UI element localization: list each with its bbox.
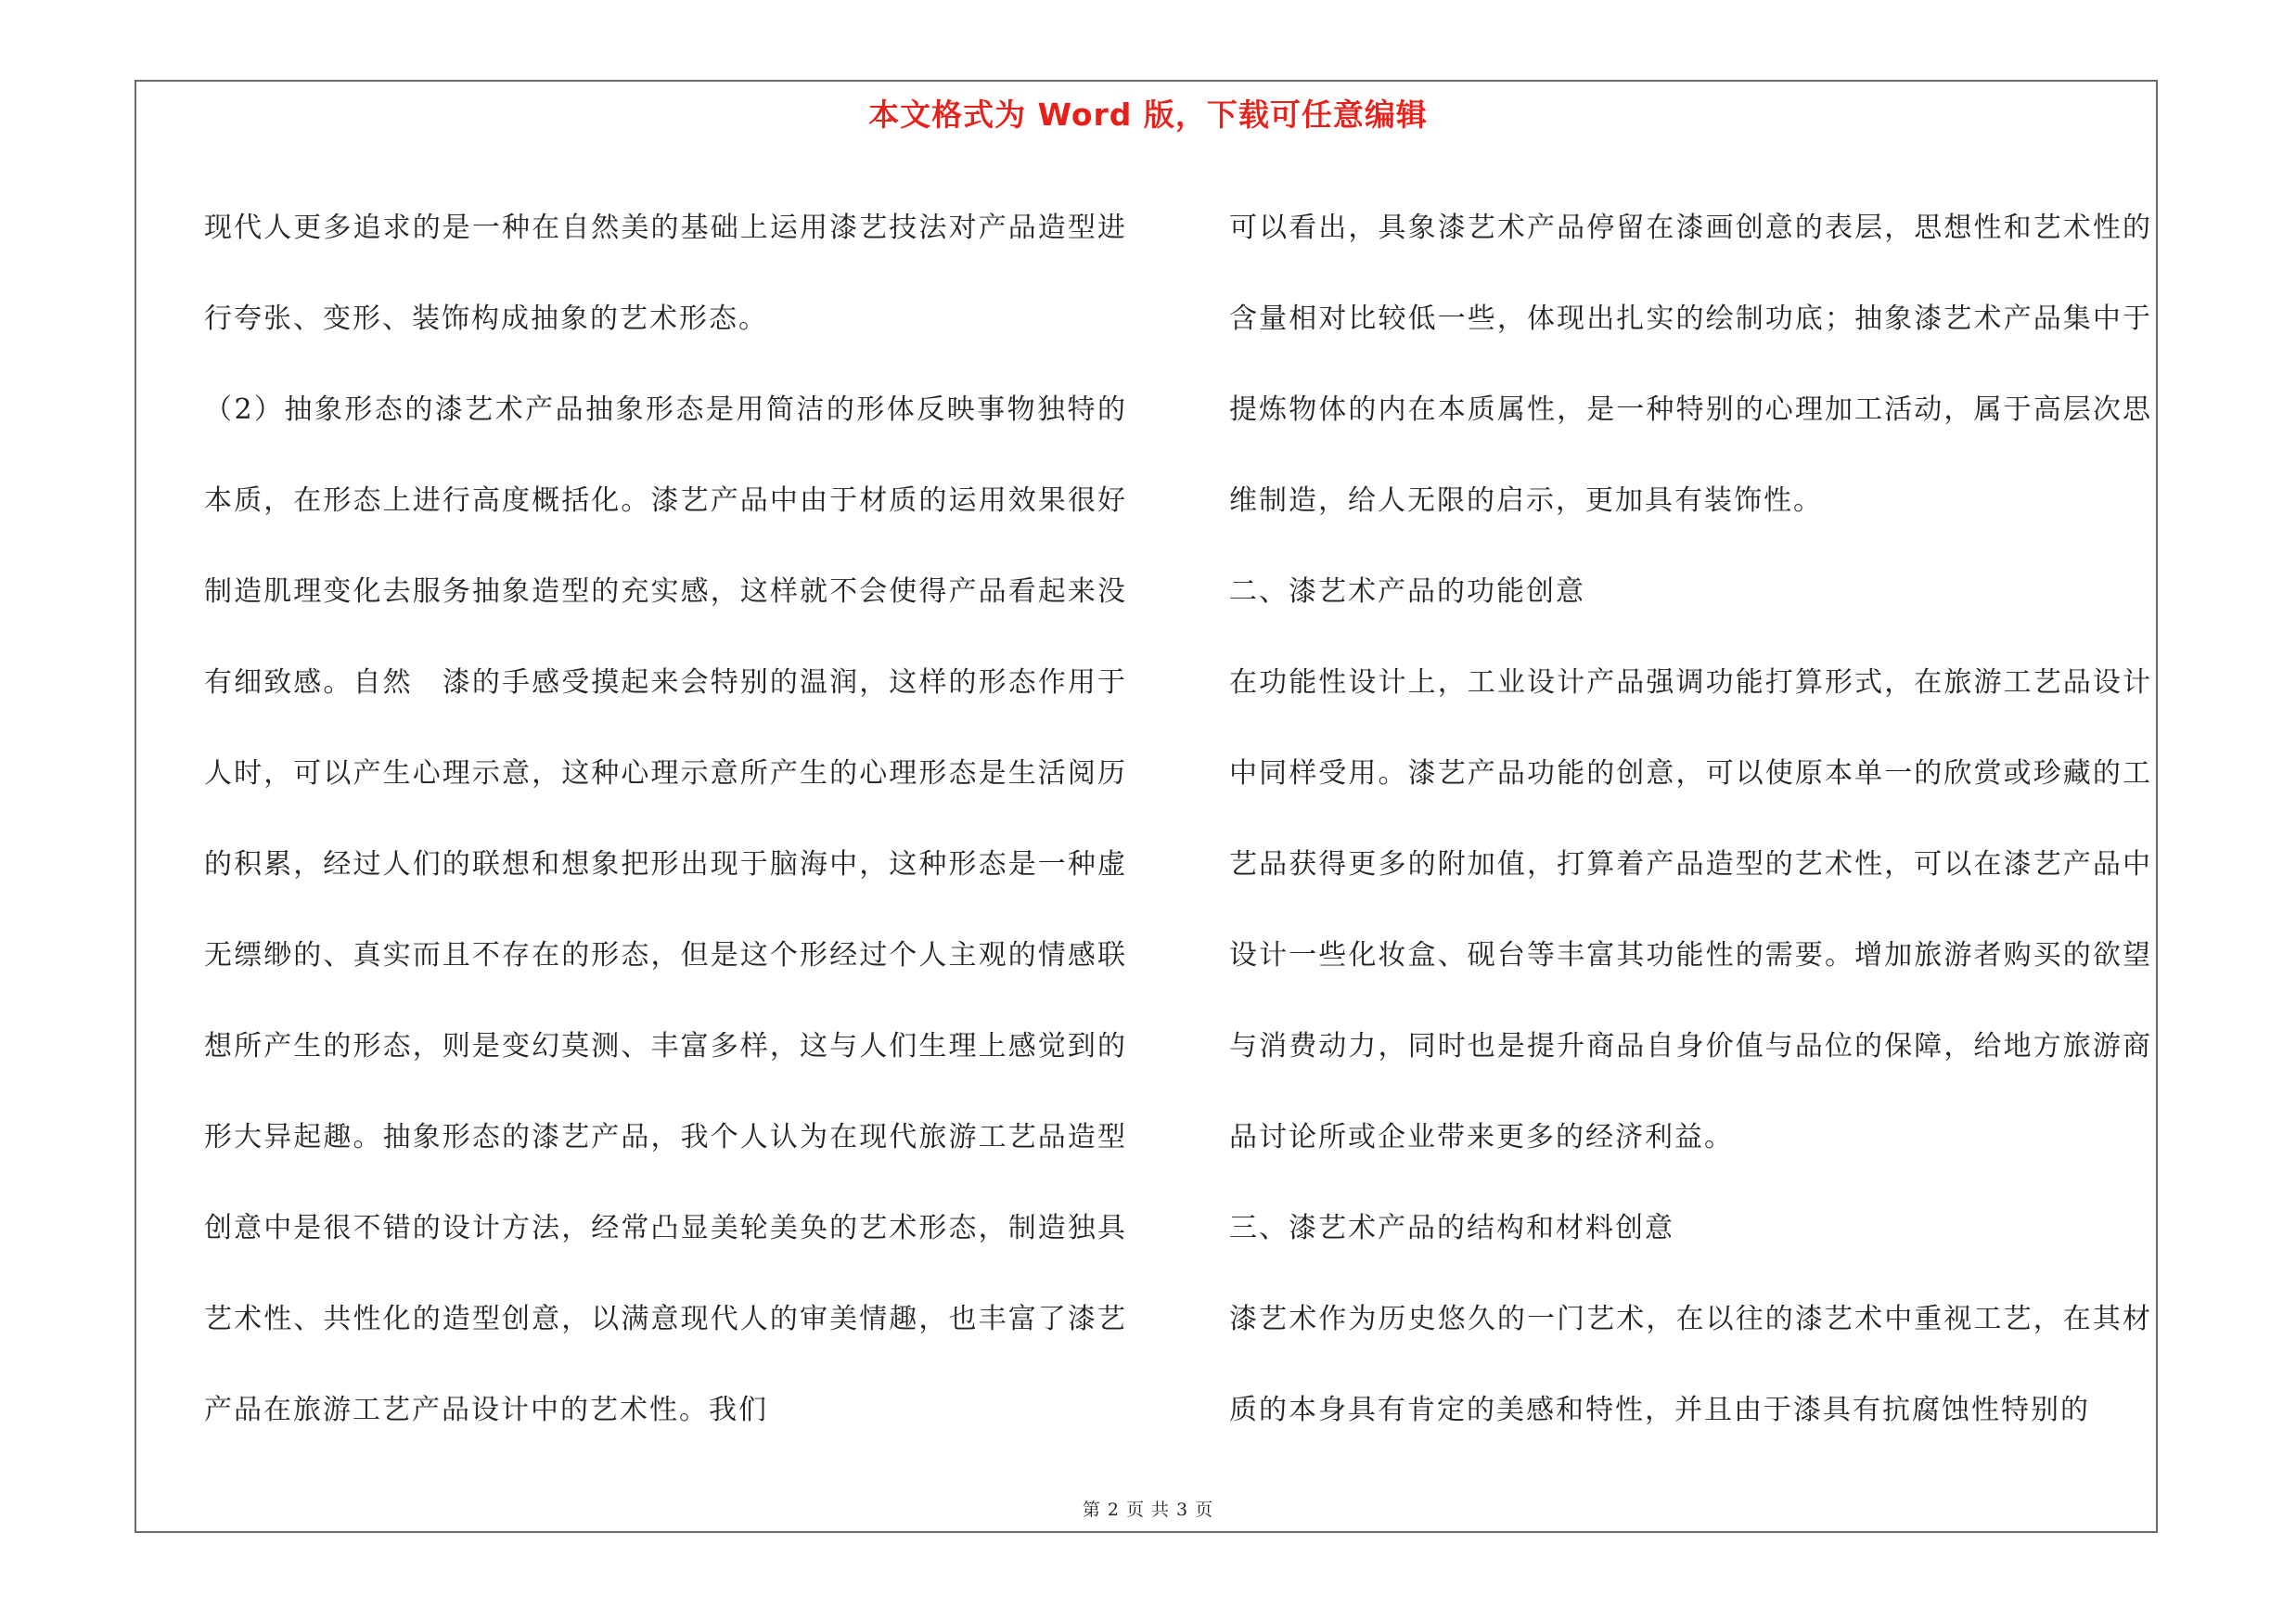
section-heading: 三、漆艺术产品的结构和材料创意 bbox=[1229, 1212, 1674, 1244]
paragraph: 漆艺术作为历史悠久的一门艺术，在以往的漆艺术中重视工艺，在其材质的本身具有肯定的美感和特性，并且由于漆具有抗腐蚀性特别的 bbox=[1229, 1303, 2152, 1426]
format-banner: 本文格式为 Word 版，下载可任意编辑 bbox=[868, 97, 1428, 133]
paragraph: 在功能性设计上，工业设计产品强调功能打算形式，在旅游工艺品设计中同样受用。漆艺产品功能的创意，可以使原本单一的欣赏或珍藏的工艺品获得更多的附加值，打算着产品造型的艺术性，可以在漆艺产品中设计一些化妆盒、砚台等丰富其功能性的需要。增加旅游者购买的欲望与消费动力，同时也是提升商品自身价值与品位的保障，给地方旅游商品讨论所或企业带来更多的经济利益。 bbox=[1229, 666, 2152, 1153]
paragraph: 现代人更多追求的是一种在自然美的基础上运用漆艺技法对产品造型进行夸张、变形、装饰构成抽象的艺术形态。 bbox=[204, 212, 1127, 335]
page-number: 第 2 页 共 3 页 bbox=[1082, 1500, 1214, 1520]
left-text-column bbox=[204, 183, 1127, 1445]
section-heading: 二、漆艺术产品的功能创意 bbox=[1229, 575, 1585, 608]
paragraph: （2）抽象形态的漆艺术产品抽象形态是用简洁的形体反映事物独特的本质，在形态上进行高度概括化。漆艺产品中由于材质的运用效果很好制造肌理变化去服务抽象造型的充实感，这样就不会使得产品看起来没有细致感。自然 漆的手感受摸起来会特别的温润，这样的形态作用于人时，可以产生心理示意，这种心理示意所产生的心理形态是生活阅历的积累，经过人们的联想和想象把形出现于脑海中，这种形态是一种虚无缥缈的、真实而且不存在的形态，但是这个形经过个人主观的情感联想所产生的形态，则是变幻莫测、丰富多样，这与人们生理上感觉到的形大异起趣。抽象形态的漆艺产品，我个人认为在现代旅游工艺品造型创意中是很不错的设计方法，经常凸显美轮美奂的艺术形态，制造独具艺术性、共性化的造型创意，以满意现代人的审美情趣，也丰富了漆艺产品在旅游工艺产品设计中的艺术性。我们 bbox=[204, 393, 1127, 1426]
right-text-column bbox=[1229, 183, 2152, 1445]
paragraph: 可以看出，具象漆艺术产品停留在漆画创意的表层，思想性和艺术性的含量相对比较低一些，体现出扎实的绘制功底；抽象漆艺术产品集中于提炼物体的内在本质属性，是一种特别的心理加工活动，属于高层次思维制造，给人无限的启示，更加具有装饰性。 bbox=[1229, 212, 2152, 517]
